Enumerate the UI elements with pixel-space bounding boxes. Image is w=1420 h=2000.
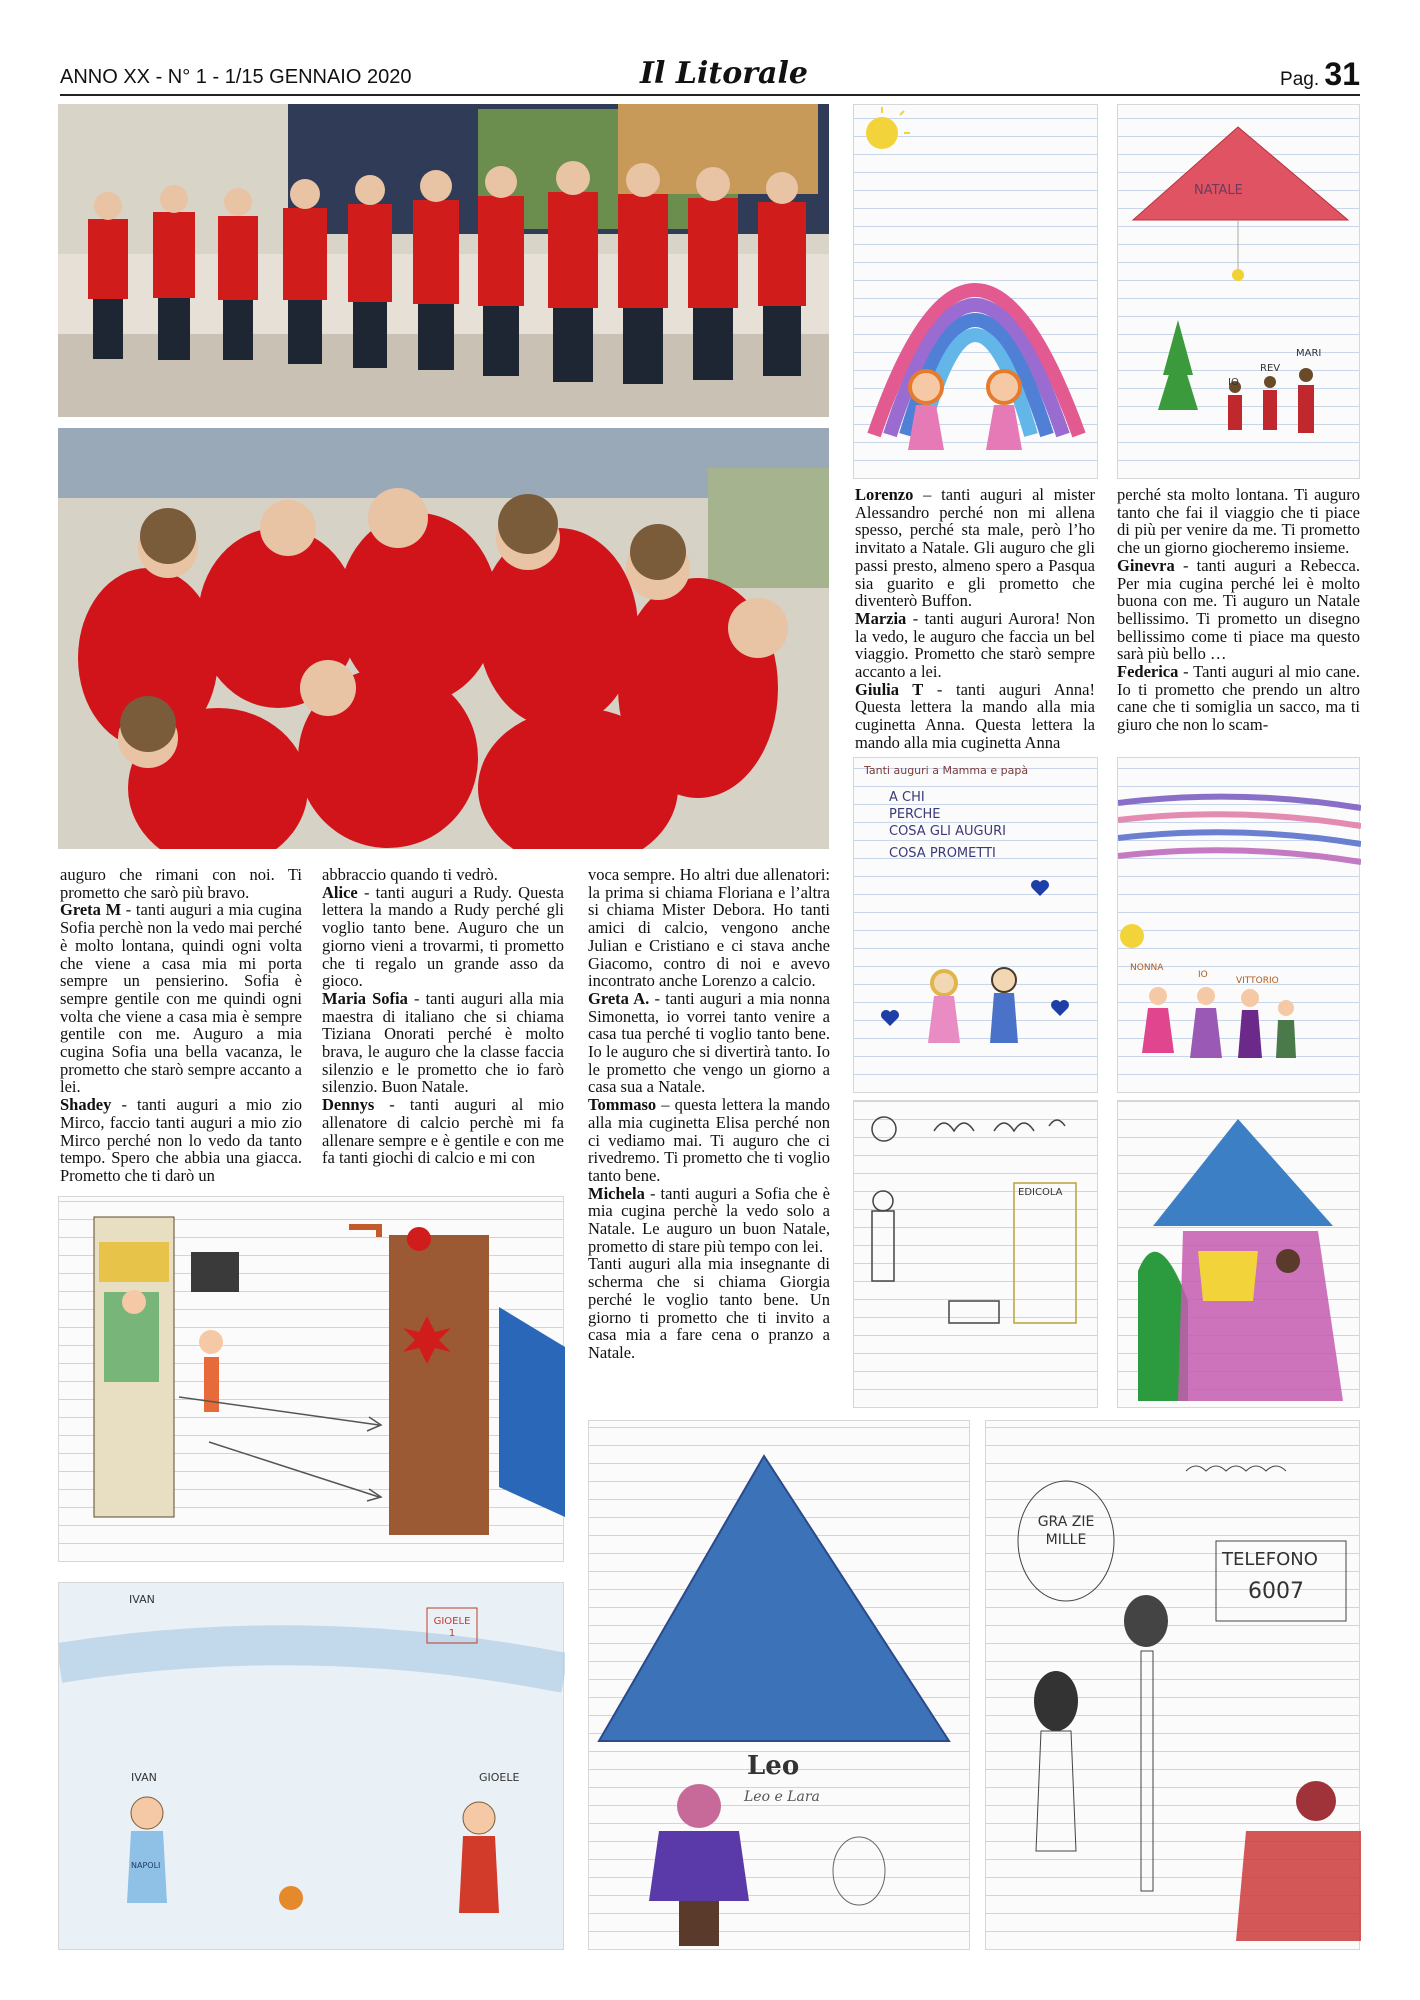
edicola-sign: EDICOLA (1018, 1187, 1063, 1198)
label-gioele: GIOELE (479, 1771, 520, 1784)
author-name: Michela (588, 1183, 645, 1203)
letter-drawing-art (854, 868, 1099, 1094)
letter-text: - tanti auguri a Sofia che è mia cugina perchè la vedo solo a Natale. Le auguro un buon Natale, prometto di stare più tempo con lei. (588, 1183, 830, 1256)
drawing-rainbow (853, 104, 1098, 479)
letter-federica (1117, 663, 1360, 734)
label-ivan-top: IVAN (129, 1593, 155, 1606)
letter-text: - Tanti auguri al mio cane. Io ti prometto che prendo un altro cane che ti somiglia un sacco, ma ti giuro che non lo scam- (1117, 662, 1360, 735)
label-vittorio: VITTORIO (1236, 976, 1279, 986)
letter-line-5: COSA PROMETTI (889, 846, 996, 861)
label-rev: REV (1260, 363, 1281, 374)
letter-text: - tanti auguri alla mia maestra di italiano che si chiama Tiziana Onorati perché è molto brava, le auguro che la classe faccia silenzio e le prometto che io farò silenzio. Buon Natale. (322, 988, 564, 1097)
newspaper-title: Il Litorale (640, 56, 808, 91)
photo-children-group (58, 428, 829, 849)
col2-intro: abbraccio quando ti vedrò. (322, 865, 498, 884)
letter-ginevra (1117, 557, 1360, 663)
label-mari: MARI (1296, 348, 1322, 359)
author-name: Greta A. (588, 988, 650, 1008)
col3-intro: voca sempre. Ho altri due allenatori: la prima si chiama Floriana e l’altra si chiama Mister Debora. Ho tanti amici di calcio, vengono anche Julian e Cristiano e ci stava anche Giacomo, contro di noi e avevo incontrato anche Lorenzo a calcio. (588, 865, 830, 991)
family-drawing-art (1118, 758, 1361, 1094)
issue-line: ANNO XX - N° 1 - 1/15 GENNAIO 2020 (60, 66, 412, 88)
letter-text: – questa lettera la mando alla mia cuginetta Elisa perché non ci vediamo mai. Ti auguro che ci rivedremo. Ti prometto che ti voglio tanto bene. (588, 1095, 830, 1185)
author-name: Greta M (60, 900, 122, 920)
letter-maria-sofia (322, 990, 564, 1096)
drawing-room (58, 1196, 564, 1562)
article-column-2 (322, 866, 564, 1167)
sign-telefono-number: 6007 (1248, 1579, 1304, 1604)
house-drawing-art (1118, 105, 1361, 480)
header-rule (60, 94, 1360, 96)
letter-alice (322, 884, 564, 990)
author-name: Maria Sofia (322, 988, 408, 1008)
letter-line-2: A CHI (889, 790, 925, 805)
letter-dennys (322, 1096, 564, 1167)
rainbow-drawing-art (854, 105, 1099, 480)
page-number: 31 (1324, 56, 1360, 92)
label-ivan: IVAN (131, 1771, 157, 1784)
drawing-blue-house (1117, 1100, 1360, 1408)
article-column-5 (1117, 486, 1360, 734)
letter-tommaso (588, 1096, 830, 1185)
drawing-family (1117, 757, 1360, 1093)
col3-outro: Tanti auguri alla mia insegnante di scherma che si chiama Giorgia perché le voglio tanto bene. Un giorno ti prometto che ti invito a casa mia a fare cena o pranzo a Natale. (588, 1254, 830, 1362)
shirt-napoli: NAPOLI (131, 1861, 161, 1870)
author-name: Tommaso (588, 1095, 657, 1115)
author-name: Alice (322, 882, 358, 902)
leo-lara-drawing-art (589, 1421, 971, 1951)
room-drawing-art (59, 1197, 565, 1563)
sign-telefono: TELEFONO (1222, 1549, 1318, 1570)
letter-text: - tanti auguri Aurora! Non la vedo, le auguro che faccia un bel viaggio. Prometto che starò sempre accanto a lei. (855, 608, 1095, 682)
label-leo-e-lara: Leo e Lara (744, 1789, 820, 1805)
article-column-4 (855, 486, 1095, 752)
letter-line-1: Tanti auguri a Mamma e papà (864, 764, 1029, 777)
letter-text: - tanti auguri Anna! Questa lettera la mando alla mia cuginetta Anna. Questa lettera la mando alla mia cuginetta Anna (855, 679, 1095, 752)
football-drawing-art (59, 1583, 565, 1951)
blue-house-drawing-art (1118, 1101, 1361, 1409)
label-nonna: NONNA (1130, 963, 1164, 973)
letter-line-3: PERCHE (889, 807, 941, 822)
author-name: Marzia (855, 608, 907, 628)
letter-text: - tanti auguri a mia cugina Sofia perchè non la vedo mai perché è molto lontana, quindi ogni volta che viene a casa mia mi porta sempre un pensierino. Sofia è sempre gentile con me quindi ogni volta che viene a casa mia è sempre gentile con me. Auguro a mia cugina Sofia una bella vacanza, le prometto che starò sempre accanto a lei. (60, 900, 302, 1097)
bubble-grazie: GRA ZIE MILLE (1037, 1514, 1095, 1548)
label-gioele-1: GIOELE 1 (433, 1616, 471, 1639)
photo-choir (58, 104, 829, 417)
author-name: Giulia T (855, 679, 924, 699)
letter-line-4: COSA GLI AUGURI (889, 824, 1006, 839)
article-column-3 (588, 866, 830, 1362)
letter-michela (588, 1185, 830, 1256)
letter-text: - tanti auguri a mia nonna Simonetta, io vorrei tanto venire a casa tua perché ti voglio tanto bene. Io le auguro che si divertirà tanto. Io le prometto che vengo un giorno a casa sua a Natale. (588, 988, 830, 1097)
drawing-house-natale (1117, 104, 1360, 479)
drawing-letter (853, 757, 1098, 1093)
page-label: Pag. (1280, 69, 1320, 90)
drawing-edicola (853, 1100, 1098, 1408)
letter-giulia (855, 681, 1095, 752)
letter-text: - tanti auguri a Rebecca. Per mia cugina perché lei è molto buona con me. Ti auguro un Natale bellissimo. Ti prometto un disegno bellissimo come ti piace ma questo sarà più bello … (1117, 555, 1360, 664)
letter-marzia (855, 610, 1095, 681)
drawing-football (58, 1582, 564, 1950)
telefono-drawing-art (986, 1421, 1361, 1951)
letter-text: - tanti auguri a mio zio Mirco, faccio tanti auguri a mio zio Mirco perché non lo vedo da tanto tempo. Spero che abbia una giacca. Prometto che ti darò un (60, 1095, 302, 1185)
author-name: Lorenzo (855, 485, 914, 504)
label-io: IO (1228, 377, 1239, 388)
letter-greta-m (60, 901, 302, 1096)
letter-shadey (60, 1096, 302, 1185)
edicola-drawing-art (854, 1101, 1099, 1409)
article-column-1 (60, 866, 302, 1185)
col1-intro: auguro che rimani con noi. Ti prometto che sarò più bravo. (60, 865, 302, 902)
letter-lorenzo (855, 486, 1095, 610)
col5-intro: perché sta molto lontana. Ti auguro tanto che fai il viaggio che ti piace di più per venire da me. Ti prometto che un giorno giocheremo insieme. (1117, 485, 1360, 558)
house-label: NATALE (1194, 183, 1243, 198)
group-photo-illustration (58, 428, 829, 849)
author-name: Ginevra (1117, 555, 1175, 575)
letter-text: - tanti auguri al mio allenatore di calcio perchè mi fa allenare sempre e è gentile e con me fa tanti giochi di calcio e mi con (322, 1095, 564, 1168)
letter-text: – tanti auguri al mister Alessandro perché non mi allena spesso, perché sta male, però l’ho invitato a Natale. Gli auguro che gli passi presto, almeno spero a Pasqua sia guarito e gli prometto che diventerò Buffon. (855, 485, 1095, 611)
author-name: Shadey (60, 1095, 112, 1115)
page-indicator (1280, 56, 1360, 93)
author-name: Dennys (322, 1095, 375, 1115)
drawing-leo-lara (588, 1420, 970, 1950)
drawing-telefono (985, 1420, 1360, 1950)
letter-text: - tanti auguri a Rudy. Questa lettera la mando a Rudy perché gli voglio tanto bene. Auguro che un giorno vieni a trovarmi, ti prometto che ti regalo un grande asso da gioco. (322, 882, 564, 991)
letter-greta-a (588, 990, 830, 1096)
author-name: Federica (1117, 662, 1179, 682)
choir-photo-illustration (58, 104, 829, 417)
label-leo: Leo (747, 1751, 800, 1781)
label-io: IO (1198, 970, 1208, 980)
